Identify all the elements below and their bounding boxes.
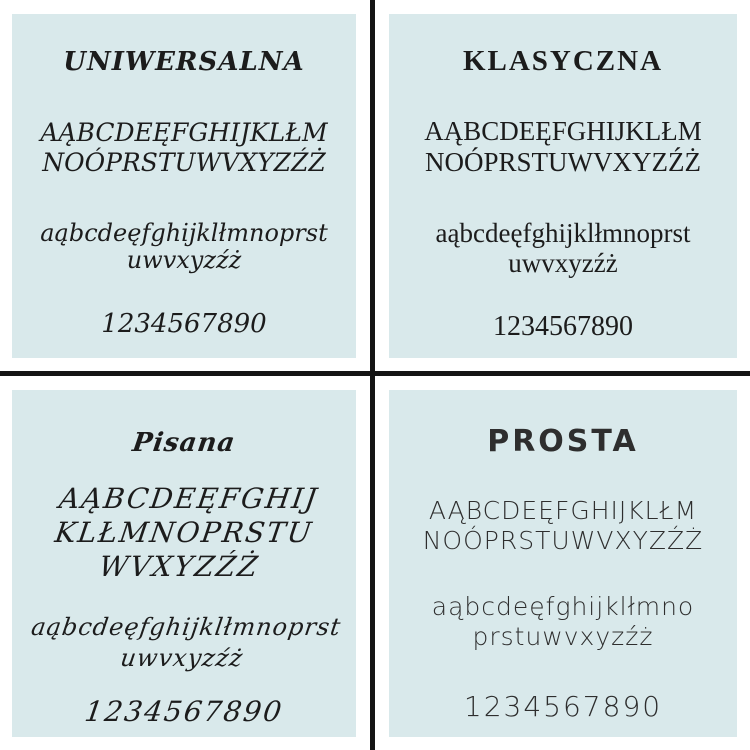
font-panel-prosta	[389, 390, 737, 737]
font-title-prosta: PROSTA	[487, 424, 639, 459]
font-panel-uniwersalna	[12, 14, 356, 358]
lowercase-line: uwvxyzźż	[508, 248, 618, 278]
numbers-sample: 1234567890	[463, 690, 663, 723]
font-title-klasyczna: KLASYCZNA	[462, 45, 664, 77]
lowercase-line: uwvxyzźż	[126, 246, 242, 274]
font-panel-pisana	[12, 390, 356, 737]
lowercase-sample	[12, 220, 356, 274]
lowercase-line: aąbcdeęfghijklłmno	[431, 592, 695, 621]
uppercase-sample	[389, 116, 737, 178]
uppercase-line: AĄBCDEĘFGHIJ	[57, 482, 321, 515]
lowercase-line: aąbcdeęfghijklłmnoprst	[29, 613, 343, 641]
numbers-sample: 1234567890	[82, 695, 286, 728]
lowercase-line: uwvxyzźż	[118, 644, 246, 672]
lowercase-line: aąbcdeęfghijklłmnoprst	[40, 219, 328, 247]
horizontal-divider-line	[0, 371, 750, 376]
uppercase-line: AĄBCDEĘFGHIJKLŁM	[424, 116, 702, 146]
uppercase-line: WVXYZŹŻ	[97, 550, 262, 583]
lowercase-sample	[389, 218, 737, 278]
uppercase-line: NOÓPRSTUWVXYZŹŻ	[42, 148, 326, 177]
lowercase-line: aąbcdeęfghijklłmnoprst	[435, 218, 691, 248]
uppercase-line: NOÓPRSTUWVXYZŹŻ	[422, 526, 704, 555]
numbers-sample: 1234567890	[493, 311, 633, 342]
font-panel-klasyczna	[389, 14, 737, 358]
lowercase-line: prstuwvxyzźż	[472, 622, 654, 651]
font-title-uniwersalna: UNIWERSALNA	[63, 47, 305, 77]
lowercase-sample	[389, 592, 737, 652]
numbers-sample: 1234567890	[101, 309, 267, 339]
uppercase-line: AĄBCDEĘFGHIJKLŁM	[40, 118, 328, 147]
uppercase-line: KLŁMNOPRSTU	[52, 516, 316, 549]
font-title-pisana: Pisana	[130, 428, 238, 458]
uppercase-sample	[12, 118, 356, 178]
uppercase-sample	[389, 496, 737, 556]
lowercase-sample	[8, 612, 361, 674]
uppercase-line: NOÓPRSTUWVXYZŹŻ	[425, 147, 701, 177]
uppercase-line: AĄBCDEĘFGHIJKLŁM	[428, 496, 698, 525]
uppercase-sample	[5, 482, 363, 584]
